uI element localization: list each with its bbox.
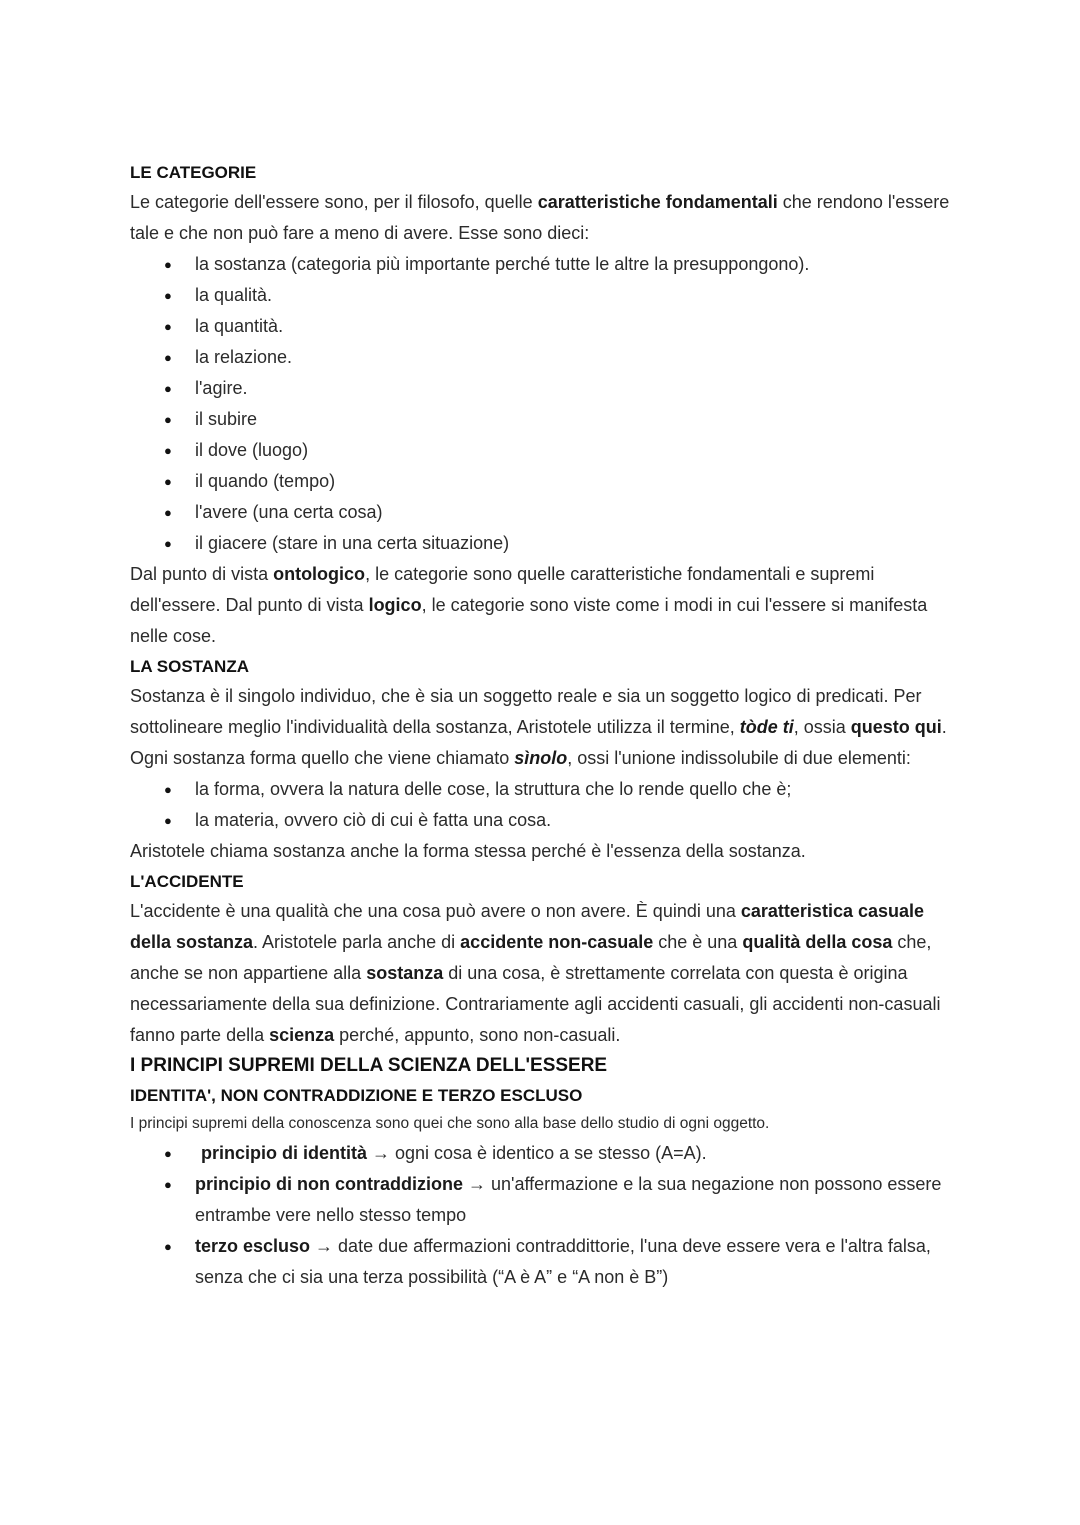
principi-intro: I principi supremi della conoscenza sono quei che sono alla base dello studio di ogni oggetto. xyxy=(130,1115,770,1132)
heading-sostanza: LA SOSTANZA xyxy=(130,657,249,676)
list-item: ● principio di identità → ogni cosa è identico a se stesso (A=A). xyxy=(130,1138,950,1169)
list-item: ● il dove (luogo) xyxy=(130,435,950,466)
list-item: ● il giacere (stare in una certa situazione) xyxy=(130,528,950,559)
categorie-outro: Dal punto di vista ontologico, le categorie sono quelle caratteristiche fondamentali e supremi dell'essere. Dal punto di vista logico, le categorie sono viste come i modi in cui l'essere si manifesta nelle cose. xyxy=(130,564,928,646)
list-item: ● terzo escluso → date due affermazioni contraddittorie, l'una deve essere vera e l'altra falsa, senza che ci sia una terza possibilità (“A è A” e “A non è B”) xyxy=(130,1231,950,1293)
list-item: ● il subire xyxy=(130,404,950,435)
list-item: ● la forma, ovvera la natura delle cose, la struttura che lo rende quello che è; xyxy=(130,774,950,805)
list-item: ● la relazione. xyxy=(130,342,950,373)
categorie-list xyxy=(130,249,950,559)
list-item: ● la qualità. xyxy=(130,280,950,311)
list-item: ● l'agire. xyxy=(130,373,950,404)
list-item: ● il quando (tempo) xyxy=(130,466,950,497)
sostanza-outro: Aristotele chiama sostanza anche la forma stessa perché è l'essenza della sostanza. xyxy=(130,841,806,861)
sostanza-paragraph: Sostanza è il singolo individuo, che è sia un soggetto reale e sia un soggetto logico di predicati. Per sottolineare meglio l'individualità della sostanza, Aristotele utilizza il termine, tòde ti, ossia questo qui. Ogni sostanza forma quello che viene chiamato sìnolo, ossi l'unione indissolubile di due elementi: xyxy=(130,686,947,768)
heading-principi: I PRINCIPI SUPREMI DELLA SCIENZA DELL'ESSERE xyxy=(130,1055,608,1076)
list-item: ● l'avere (una certa cosa) xyxy=(130,497,950,528)
document-body xyxy=(130,158,950,1293)
subheading-principi: IDENTITA', NON CONTRADDIZIONE E TERZO ESCLUSO xyxy=(130,1086,583,1105)
list-item: ● la sostanza (categoria più importante perché tutte le altre la presuppongono). xyxy=(130,249,950,280)
heading-accidente: L'ACCIDENTE xyxy=(130,872,244,891)
list-item: ● la quantità. xyxy=(130,311,950,342)
list-item: ● la materia, ovvero ciò di cui è fatta una cosa. xyxy=(130,805,950,836)
sostanza-list xyxy=(130,774,950,836)
principi-list xyxy=(130,1138,950,1293)
list-item: ● principio di non contraddizione → un'affermazione e la sua negazione non possono essere entrambe vere nello stesso tempo xyxy=(130,1169,950,1231)
accidente-paragraph: L'accidente è una qualità che una cosa può avere o non avere. È quindi una caratteristica casuale della sostanza. Aristotele parla anche di accidente non-casuale che è una qualità della cosa che, anche se non appartiene alla sostanza di una cosa, è strettamente correlata con questa è origina necessariamente della sua definizione. Contrariamente agli accidenti casuali, gli accidenti non-casuali fanno parte della scienza perché, appunto, sono non-casuali. xyxy=(130,901,941,1045)
heading-categorie: LE CATEGORIE xyxy=(130,163,257,182)
categorie-intro: Le categorie dell'essere sono, per il filosofo, quelle caratteristiche fondamentali che rendono l'essere tale e che non può fare a meno di avere. Esse sono dieci: xyxy=(130,192,950,243)
